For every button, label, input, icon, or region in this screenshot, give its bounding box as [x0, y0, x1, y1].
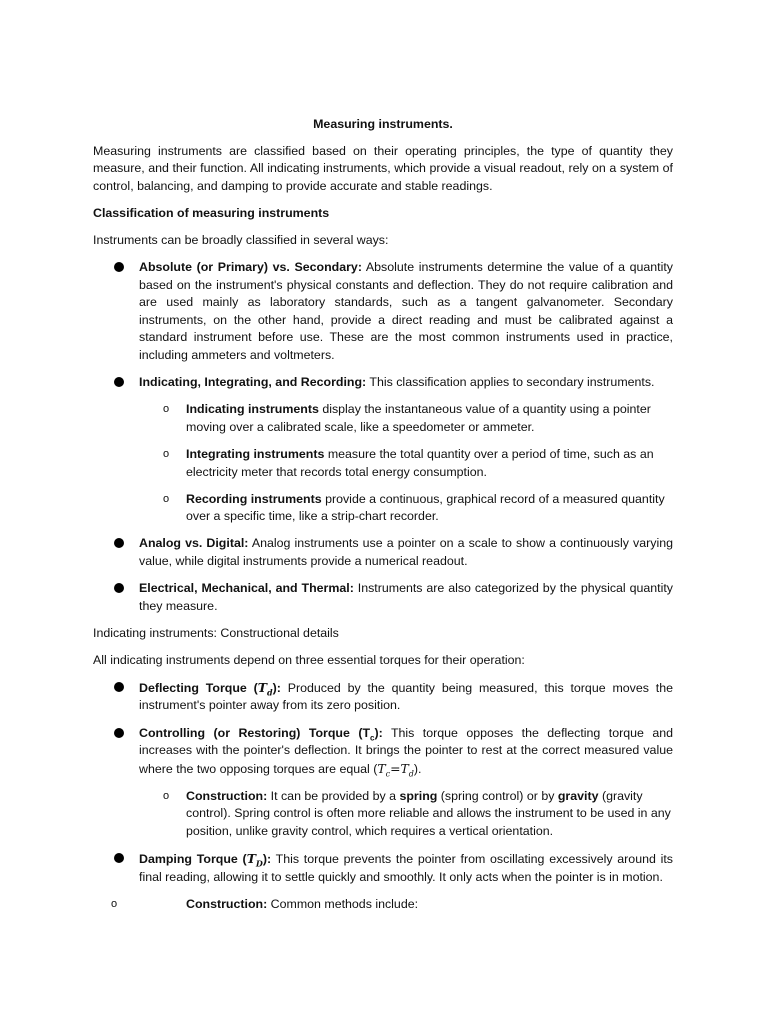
intro-paragraph: Measuring instruments are classified based on their operating principles, the type of quantity they measure, and their function. All indicating instruments, which provide a visual readout, rely on a system of control, balancing, and damping to provide accurate and stable readings.	[93, 143, 673, 193]
list-item	[93, 679, 673, 715]
classification-heading: Classification of measuring instruments	[93, 205, 330, 220]
list-item	[93, 259, 673, 365]
damping-sub-list	[93, 896, 673, 914]
torque-equation: $T_c=T_d$	[377, 760, 414, 779]
list-item	[93, 850, 673, 886]
sub-item-label: Construction:	[186, 896, 268, 911]
item-label: Controlling (or Restoring) Torque $(T_c)$:	[139, 725, 383, 742]
sub-bullet: o	[163, 403, 170, 416]
sub-bullet: o	[163, 447, 170, 460]
classification-intro: Instruments can be broadly classified in several ways:	[93, 232, 389, 247]
torques-intro: All indicating instruments depend on three essential torques for their operation:	[93, 652, 525, 667]
sub-list-item	[93, 401, 673, 436]
sub-item-text: measure the total quantity over a period of time, such as an electricity meter that records total energy consumption.	[186, 446, 654, 479]
classification-list-continued	[93, 535, 673, 615]
bullet-icon	[114, 728, 124, 738]
sub-item-label: Recording instruments	[186, 491, 322, 506]
sub-item-label: Integrating instruments	[186, 446, 325, 461]
item-text: This torque prevents the pointer from oscillating excessively around its final reading, allowing it to settle quickly and smoothly. It only acts when the pointer is in motion.	[139, 852, 673, 884]
bullet-icon	[114, 377, 124, 387]
item-label: Electrical, Mechanical, and Thermal:	[139, 580, 354, 595]
sub-item-label: Indicating instruments	[186, 402, 319, 417]
sub-item-text: provide a continuous, graphical record of a measured quantity over a specific time, like a strip-chart recorder.	[186, 491, 665, 524]
torque-symbol: $T_d$	[257, 679, 273, 698]
bullet-icon	[114, 853, 124, 863]
sub-list-item	[93, 491, 673, 526]
list-item	[93, 580, 673, 615]
classification-list	[93, 259, 673, 392]
sub-list-item	[93, 446, 673, 481]
item-label: Analog vs. Digital:	[139, 536, 249, 551]
bullet-icon	[114, 538, 124, 548]
item-text: Instruments are also categorized by the physical quantity they measure.	[139, 580, 673, 613]
torque-symbol: $T_D$	[246, 851, 263, 869]
item-text: Analog instruments use a pointer on a scale to show a continuously varying value, while digital instruments provide a numerical readout.	[139, 536, 673, 568]
bullet-icon	[114, 682, 124, 692]
item-label: Damping Torque $(T_D)$:	[139, 851, 272, 869]
sub-item-label: Construction:	[186, 788, 268, 803]
document-title: Measuring instruments.	[313, 117, 453, 131]
list-item	[93, 535, 673, 570]
sub-bullet: o	[163, 492, 170, 505]
item-text: This torque opposes the deflecting torque and increases with the pointer's deflection. It brings the pointer to rest at the correct measured value where the two opposing torques are equal (	[139, 725, 673, 776]
item-text: This classification applies to secondary instruments.	[366, 375, 655, 390]
list-item	[93, 374, 673, 392]
item-label: Absolute (or Primary) vs. Secondary:	[139, 260, 362, 275]
item-text: Absolute instruments determine the value of a quantity based on the instrument's physical constants and deflection. They do not require calibration and are used mainly as laboratory standards, such as a tangent galvanometer. Secondary instruments, on the other hand, provide a direct reading and must be calibrated against a standard instrument before use. These are the most common instruments used in practice, including ammeters and voltmeters.	[139, 260, 674, 363]
list-item: Controlling (or Restoring) Torque $(T_c)$: This torque opposes the deflecting torque and increases with the pointer's deflection. It brings the pointer to rest at the correct measured value where the two opposing torques are equal $(T_c=T_d)$.	[93, 725, 673, 779]
torques-list	[93, 679, 673, 778]
construction-heading: Indicating instruments: Constructional details	[93, 625, 339, 640]
item-text: Produced by the quantity being measured, this torque moves the instrument's pointer away from its zero position.	[139, 680, 674, 713]
sub-item-text: display the instantaneous value of a quantity using a pointer moving over a calibrated scale, like a speedometer or ammeter.	[186, 402, 651, 434]
sub-list-item: o Construction: It can be provided by a spring (spring control) or by gravity (gravity control). Spring control is often more reliable and allows the instrument to be used in any position, unlike gravity control, which requires a vertical orientation.	[163, 788, 671, 838]
sub-classification-list	[93, 401, 673, 526]
sub-list-item	[93, 896, 673, 914]
sub-item-text: Common methods include:	[267, 896, 419, 911]
sub-bullet: o	[111, 897, 118, 910]
sub-bullet: o	[163, 789, 170, 802]
item-label: Deflecting Torque $(T_d)$:	[139, 679, 281, 698]
bullet-icon	[114, 262, 124, 272]
torques-list-continued	[93, 850, 673, 886]
item-label: Indicating, Integrating, and Recording:	[139, 375, 367, 390]
controlling-sub-list	[93, 788, 673, 841]
bullet-icon	[114, 583, 124, 593]
